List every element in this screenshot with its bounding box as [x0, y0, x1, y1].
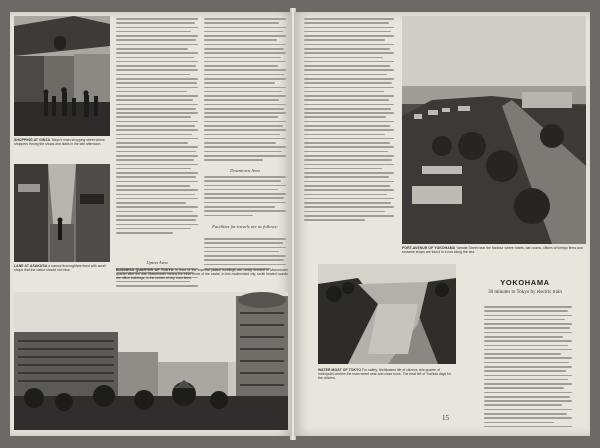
- yokohama-subtitle: 30 minutes to Tokyo by electric train: [488, 290, 562, 295]
- moat-caption-title: WATER MOAT OF TOKYO: [318, 368, 362, 372]
- downtown-area-heading: Downtown Area: [230, 168, 260, 173]
- upton-area-heading: Upton Area: [146, 260, 168, 265]
- right-page: [294, 12, 590, 436]
- lane-caption-body: a narrow thoroughfare lined with small shops that the visitor should not miss.: [14, 264, 106, 273]
- moat-caption: [318, 368, 456, 392]
- water-moat-photo: [318, 264, 456, 364]
- shopping-caption-body: Tokyo's main shopping street where shoppers throng the shops and stalls in the late afternoon.: [14, 138, 105, 147]
- port-avenue-photo: [402, 16, 586, 244]
- lane-caption-title: LANE AT ASAKUSA: [14, 264, 48, 268]
- left-text-column-2: [204, 18, 286, 168]
- shopping-caption-title: SHOPPING AT GINZA: [14, 138, 51, 142]
- business-caption-title: BUSINESS QUARTER OF TOKYO: [116, 268, 174, 272]
- left-page: [10, 12, 292, 436]
- yokohama-title: YOKOHAMA: [500, 278, 550, 287]
- left-text-column-2b: [204, 176, 286, 220]
- business-caption: [116, 268, 288, 288]
- shopping-street-photo: [14, 16, 110, 136]
- business-quarter-photo: [14, 292, 288, 430]
- shopping-caption: [14, 138, 110, 162]
- business-caption-body: In front of the imperial palace buildings are newly erected in Marunouchi quarter after the war. Marunouchi means the inner circle of the castle. In this modernized city, south heated rounds are office buildings, in the center of city, tram lines.: [116, 268, 288, 281]
- left-text-column-1: [116, 18, 198, 258]
- lane-caption: [14, 264, 110, 286]
- booklet-spread: [4, 4, 596, 444]
- facilities-heading: Facilities for travels are as follows:: [212, 224, 278, 229]
- port-caption: [402, 246, 586, 262]
- moat-caption-body: For safety, Nishikaisen life of citizens, this quarter of metropolis centers the main street near and close tours. The beat left of Yoshida days for the citizens.: [318, 368, 452, 381]
- right-text-column-1: [304, 18, 394, 228]
- lane-street-photo: [14, 164, 110, 262]
- page-number: 15: [442, 414, 449, 422]
- port-caption-body: Yamate Street near the harbour where hotels, bar-rooms, offices of foreign firms and souvenir shops are found in a row along the sea.: [402, 246, 583, 255]
- port-caption-title: PORT-AVENUE OF YOKOHAMA: [402, 246, 456, 250]
- yokohama-text-column: [484, 306, 572, 432]
